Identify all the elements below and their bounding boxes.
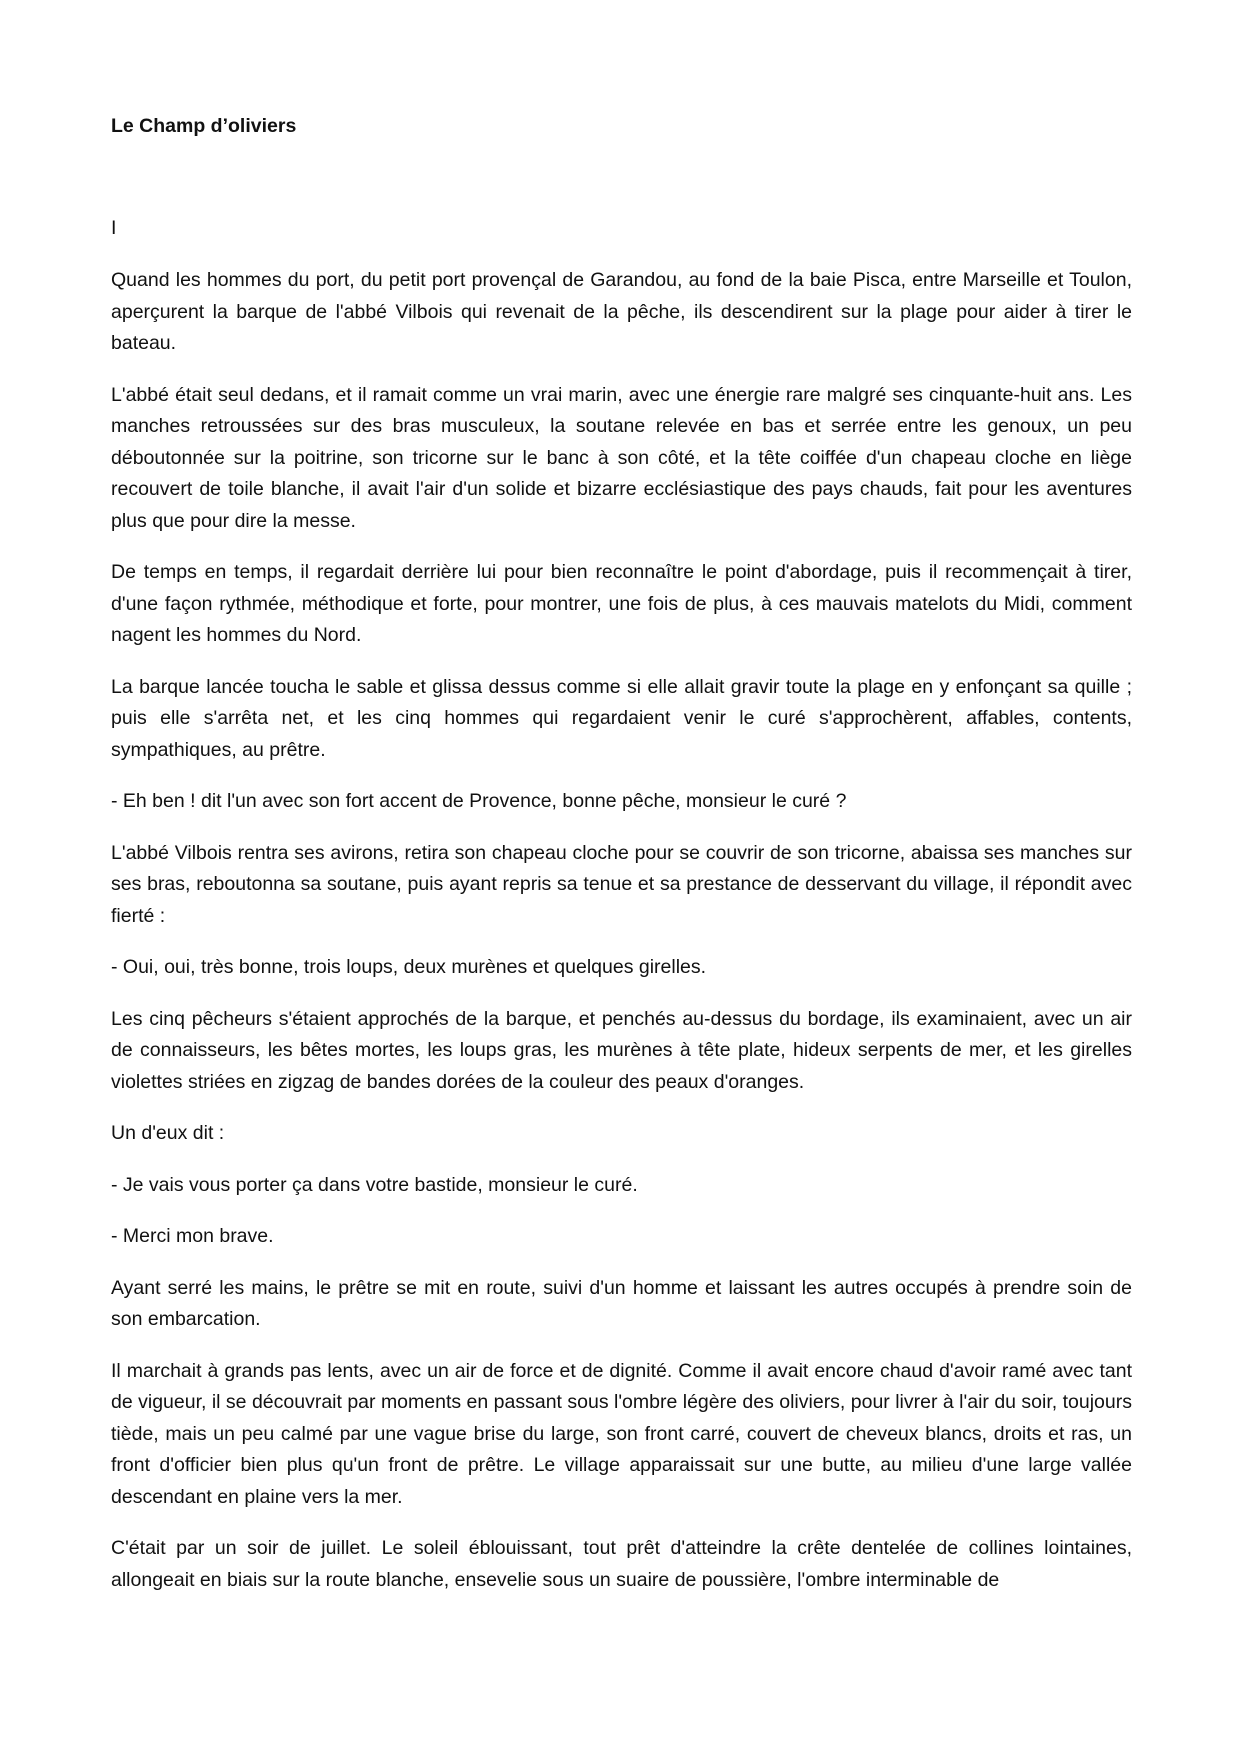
dialogue-line: - Je vais vous porter ça dans votre bastide, monsieur le curé. — [111, 1173, 638, 1196]
paragraph: L'abbé était seul dedans, et il ramait comme un vrai marin, avec une énergie rare malgré ses cinquante-huit ans. Les manches retroussées sur des bras musculeux, la soutane relevée en bas et serrée entre les genoux, un peu déboutonnée sur la poitrine, son tricorne sur le banc à son côté, et la tête coiffée d'un chapeau cloche en liège recouvert de toile blanche, il avait l'air d'un solide et bizarre ecclésiastique des pays chauds, fait pour les aventures plus que pour dire la messe. — [111, 383, 1132, 532]
paragraph: Il marchait à grands pas lents, avec un air de force et de dignité. Comme il avait encore chaud d'avoir ramé avec tant de vigueur, il se découvrait par moments en passant sous l'ombre légère des oliviers, pour livrer à l'air du soir, toujours tiède, mais un peu calmé par une vague brise du large, son front carré, couvert de cheveux blancs, droits et ras, un front d'officier bien plus qu'un front de prêtre. Le village apparaissait sur une butte, au milieu d'une large vallée descendant en plaine vers la mer. — [111, 1359, 1132, 1508]
document-title: Le Champ d’oliviers — [111, 115, 297, 137]
dialogue-line: - Eh ben ! dit l'un avec son fort accent de Provence, bonne pêche, monsieur le curé ? — [111, 790, 847, 812]
paragraph: Un d'eux dit : — [111, 1122, 225, 1144]
dialogue-line: - Merci mon brave. — [111, 1225, 274, 1247]
paragraph: De temps en temps, il regardait derrière lui pour bien reconnaître le point d'abordage, puis il recommençait à tirer, d'une façon rythmée, méthodique et forte, pour montrer, une fois de plus, à ces mauvais matelots du Midi, comment nagent les hommes du Nord. — [111, 561, 1132, 646]
body-text — [111, 265, 1132, 1616]
paragraph: Ayant serré les mains, le prêtre se mit en route, suivi d'un homme et laissant les autres occupés à prendre soin de son embarcation. — [111, 1276, 1132, 1330]
section-number: I — [111, 217, 117, 239]
paragraph: Quand les hommes du port, du petit port provençal de Garandou, au fond de la baie Pisca, entre Marseille et Toulon, aperçurent la barque de l'abbé Vilbois qui revenait de la pêche, ils descendirent sur la plage pour aider à tirer le bateau. — [111, 269, 1132, 354]
dialogue-line: - Oui, oui, très bonne, trois loups, deux murènes et quelques girelles. — [111, 956, 707, 978]
paragraph: C'était par un soir de juillet. Le soleil éblouissant, tout prêt d'atteindre la crête dentelée de collines lointaines, allongeait en biais sur la route blanche, ensevelie sous un suaire de poussière, l'ombre interminable de — [111, 1537, 1132, 1591]
paragraph: L'abbé Vilbois rentra ses avirons, retira son chapeau cloche pour se couvrir de son tricorne, abaissa ses manches sur ses bras, reboutonna sa soutane, puis ayant repris sa tenue et sa prestance de desservant du village, il répondit avec fierté : — [111, 841, 1132, 927]
paragraph: Les cinq pêcheurs s'étaient approchés de la barque, et penchés au-dessus du bordage, ils examinaient, avec un air de connaisseurs, les bêtes mortes, les loups gras, les murènes à tête plate, hideux serpents de mer, et les girelles violettes striées en zigzag de bandes dorées de la couleur des peaux d'oranges. — [111, 1007, 1132, 1093]
paragraph: La barque lancée toucha le sable et glissa dessus comme si elle allait gravir toute la plage en y enfonçant sa quille ; puis elle s'arrêta net, et les cinq hommes qui regardaient venir le curé s'approchèrent, affables, contents, sympathiques, au prêtre. — [111, 675, 1132, 761]
